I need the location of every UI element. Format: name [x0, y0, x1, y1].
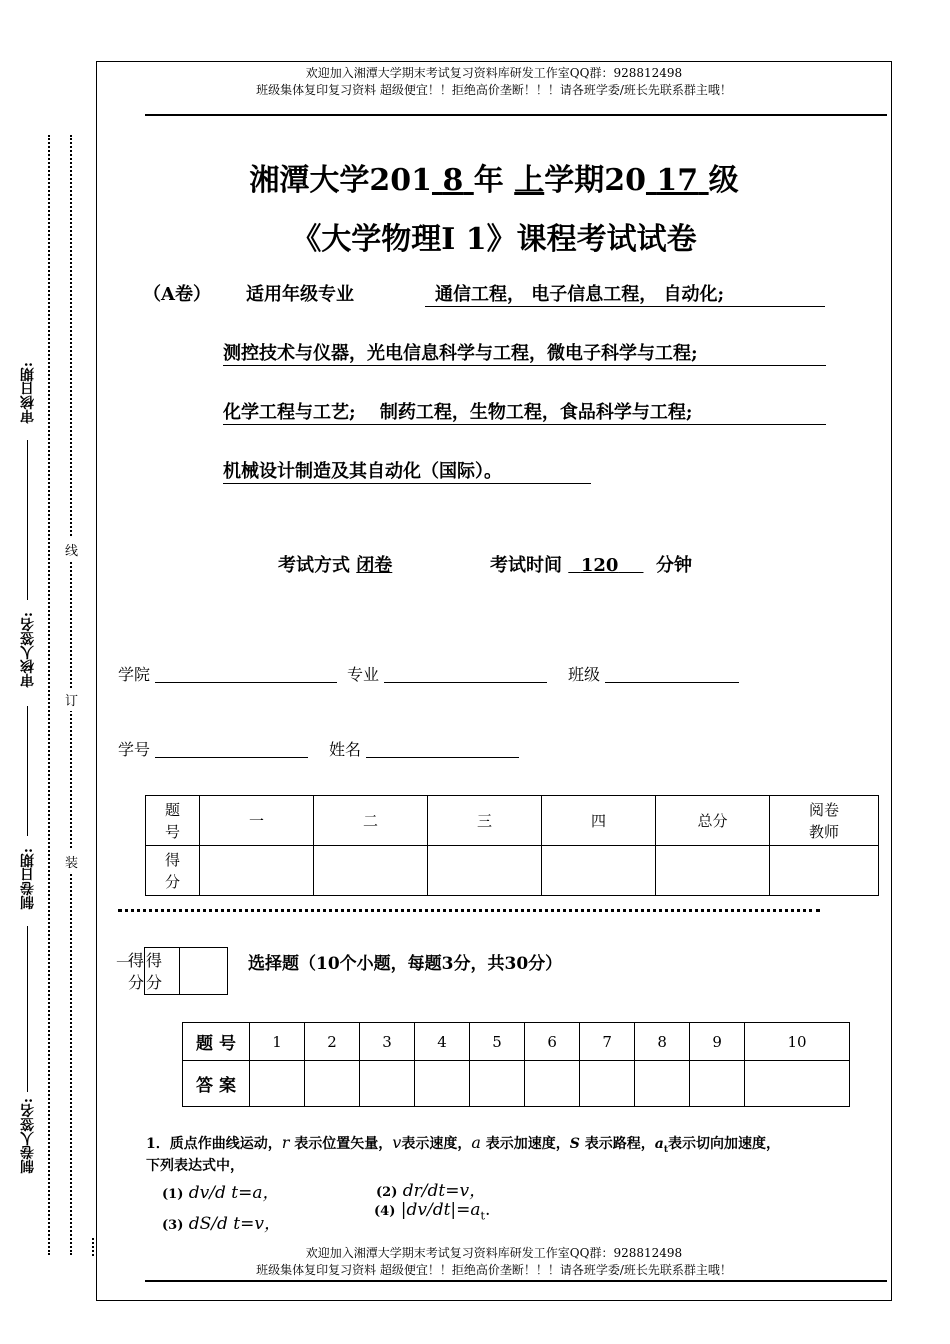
footer-line-2: 班级集体复印复习资料 超级便宜！！拒绝高价垄断！！！请各班学委/班长先联系群主哦！ — [256, 1263, 732, 1277]
score-cell-1[interactable] — [200, 846, 314, 896]
college-label: 学院 — [118, 665, 151, 684]
section-1-score-box — [144, 947, 228, 995]
answer-cell-10[interactable] — [745, 1061, 850, 1107]
make-date-label: 制卷日期: — [20, 848, 36, 910]
student-id-label: 学号 — [118, 740, 151, 759]
exam-time: 考试时间 120 分钟 — [490, 555, 693, 576]
answer-cell-1[interactable] — [250, 1061, 305, 1107]
college-field[interactable] — [155, 682, 337, 683]
paper-version: （A卷） — [143, 284, 211, 305]
exam-title-line-2: 《大学物理Ⅰ 1》课程考试试卷 — [291, 222, 697, 257]
question-1-stem: 1．质点作曲线运动，r 表示位置矢量，v表示速度，a 表示加速度，S 表示路程，$a_t$表示切向加速度， — [146, 1133, 780, 1155]
score-cell-4[interactable] — [542, 846, 656, 896]
col-1: 一 — [200, 796, 314, 846]
class-field[interactable] — [605, 682, 739, 683]
q-num-5: 5 — [470, 1023, 525, 1061]
footer-rule — [145, 1280, 887, 1282]
section-1-score-input[interactable] — [180, 948, 227, 994]
q-num-2: 2 — [305, 1023, 360, 1061]
major-field[interactable] — [384, 682, 547, 683]
exam-mode: 考试方式 闭卷 — [278, 555, 393, 576]
question-1-option-1[interactable]: (1) dv/d t=a， — [162, 1183, 280, 1203]
q-num-4: 4 — [415, 1023, 470, 1061]
q-num-8: 8 — [635, 1023, 690, 1061]
col-2: 二 — [314, 796, 428, 846]
answer-q-label: 题 号 — [183, 1023, 250, 1061]
header-line-2: 班级集体复印复习资料 超级便宜！！拒绝高价垄断！！！请各班学委/班长先联系群主哦！ — [256, 83, 732, 97]
score-summary-table — [145, 795, 879, 896]
majors-line-3: 化学工程与工艺; 制药工程，生物工程，食品科学与工程; — [223, 398, 826, 425]
q-num-7: 7 — [580, 1023, 635, 1061]
answer-cell-5[interactable] — [470, 1061, 525, 1107]
col-3: 三 — [428, 796, 542, 846]
question-1-option-4[interactable]: (4) $|dv/dt|=a_t$. — [374, 1200, 491, 1223]
reviewer-sign-label: 审核人签名: — [20, 612, 36, 688]
score-row-head-2: 得 分 — [146, 846, 200, 896]
answer-cell-7[interactable] — [580, 1061, 635, 1107]
header-rule — [145, 114, 887, 116]
answer-table — [182, 1022, 850, 1107]
score-cell-total[interactable] — [656, 846, 770, 896]
q-num-1: 1 — [250, 1023, 305, 1061]
question-1-option-3[interactable]: (3) dS/d t=v， — [162, 1214, 281, 1234]
score-cell-2[interactable] — [314, 846, 428, 896]
binding-dotted-stub — [92, 1238, 94, 1256]
answer-cell-8[interactable] — [635, 1061, 690, 1107]
review-date-label: 审核日期: — [20, 362, 36, 424]
q-num-9: 9 — [690, 1023, 745, 1061]
majors-line-2: 测控技术与仪器，光电信息科学与工程，微电子科学与工程; — [223, 339, 826, 366]
q-num-10: 10 — [745, 1023, 850, 1061]
section-separator — [118, 909, 820, 912]
major-label: 专业 — [347, 665, 380, 684]
score-cell-grader[interactable] — [770, 846, 879, 896]
answer-cell-9[interactable] — [690, 1061, 745, 1107]
answer-cell-3[interactable] — [360, 1061, 415, 1107]
applies-label: 适用年级专业 — [246, 284, 354, 305]
header-line-1: 欢迎加入湘潭大学期末考试复习资料库研发工作室QQ群：928812498 — [305, 66, 683, 80]
review-date-line — [27, 440, 28, 600]
make-date-line — [27, 926, 28, 1092]
maker-sign-label: 制卷人签名: — [20, 1098, 36, 1174]
question-1-stem-2: 下列表达式中， — [146, 1158, 244, 1174]
answer-cell-6[interactable] — [525, 1061, 580, 1107]
section-1-score-box-label: 得 分 — [146, 951, 163, 992]
zhuang-mark: 装 — [65, 850, 78, 873]
q-num-3: 3 — [360, 1023, 415, 1061]
name-field[interactable] — [366, 757, 519, 758]
majors-line-4: 机械设计制造及其自动化（国际）。 — [223, 457, 591, 484]
reviewer-sign-line — [27, 706, 28, 836]
col-grader: 阅卷 教师 — [770, 796, 879, 846]
class-label: 班级 — [568, 665, 601, 684]
footer-line-1: 欢迎加入湘潭大学期末考试复习资料库研发工作室QQ群：928812498 — [305, 1246, 683, 1260]
answer-cell-4[interactable] — [415, 1061, 470, 1107]
score-cell-3[interactable] — [428, 846, 542, 896]
line-mark: 线 — [65, 538, 78, 561]
majors-line-1: 通信工程， 电子信息工程， 自动化; — [425, 280, 825, 307]
q-num-6: 6 — [525, 1023, 580, 1061]
answer-a-label: 答 案 — [183, 1061, 250, 1107]
binding-dotted-line-outer — [48, 135, 50, 1255]
col-total: 总分 — [656, 796, 770, 846]
ding-mark: 订 — [65, 688, 78, 711]
score-row-head: 题 号 — [146, 796, 200, 846]
answer-cell-2[interactable] — [305, 1061, 360, 1107]
section-1-score-label: 得 分 — [128, 951, 145, 992]
exam-title-line-1: 湘潭大学201 8 年 上学期20 17 级 — [249, 163, 739, 198]
section-1-number: 一 — [116, 953, 133, 972]
question-1-option-2[interactable]: (2) dr/dt=v， — [376, 1181, 487, 1201]
col-4: 四 — [542, 796, 656, 846]
student-id-field[interactable] — [155, 757, 308, 758]
section-1-title: 选择题（10个小题，每题3分，共30分） — [248, 954, 563, 974]
name-label: 姓名 — [329, 740, 362, 759]
